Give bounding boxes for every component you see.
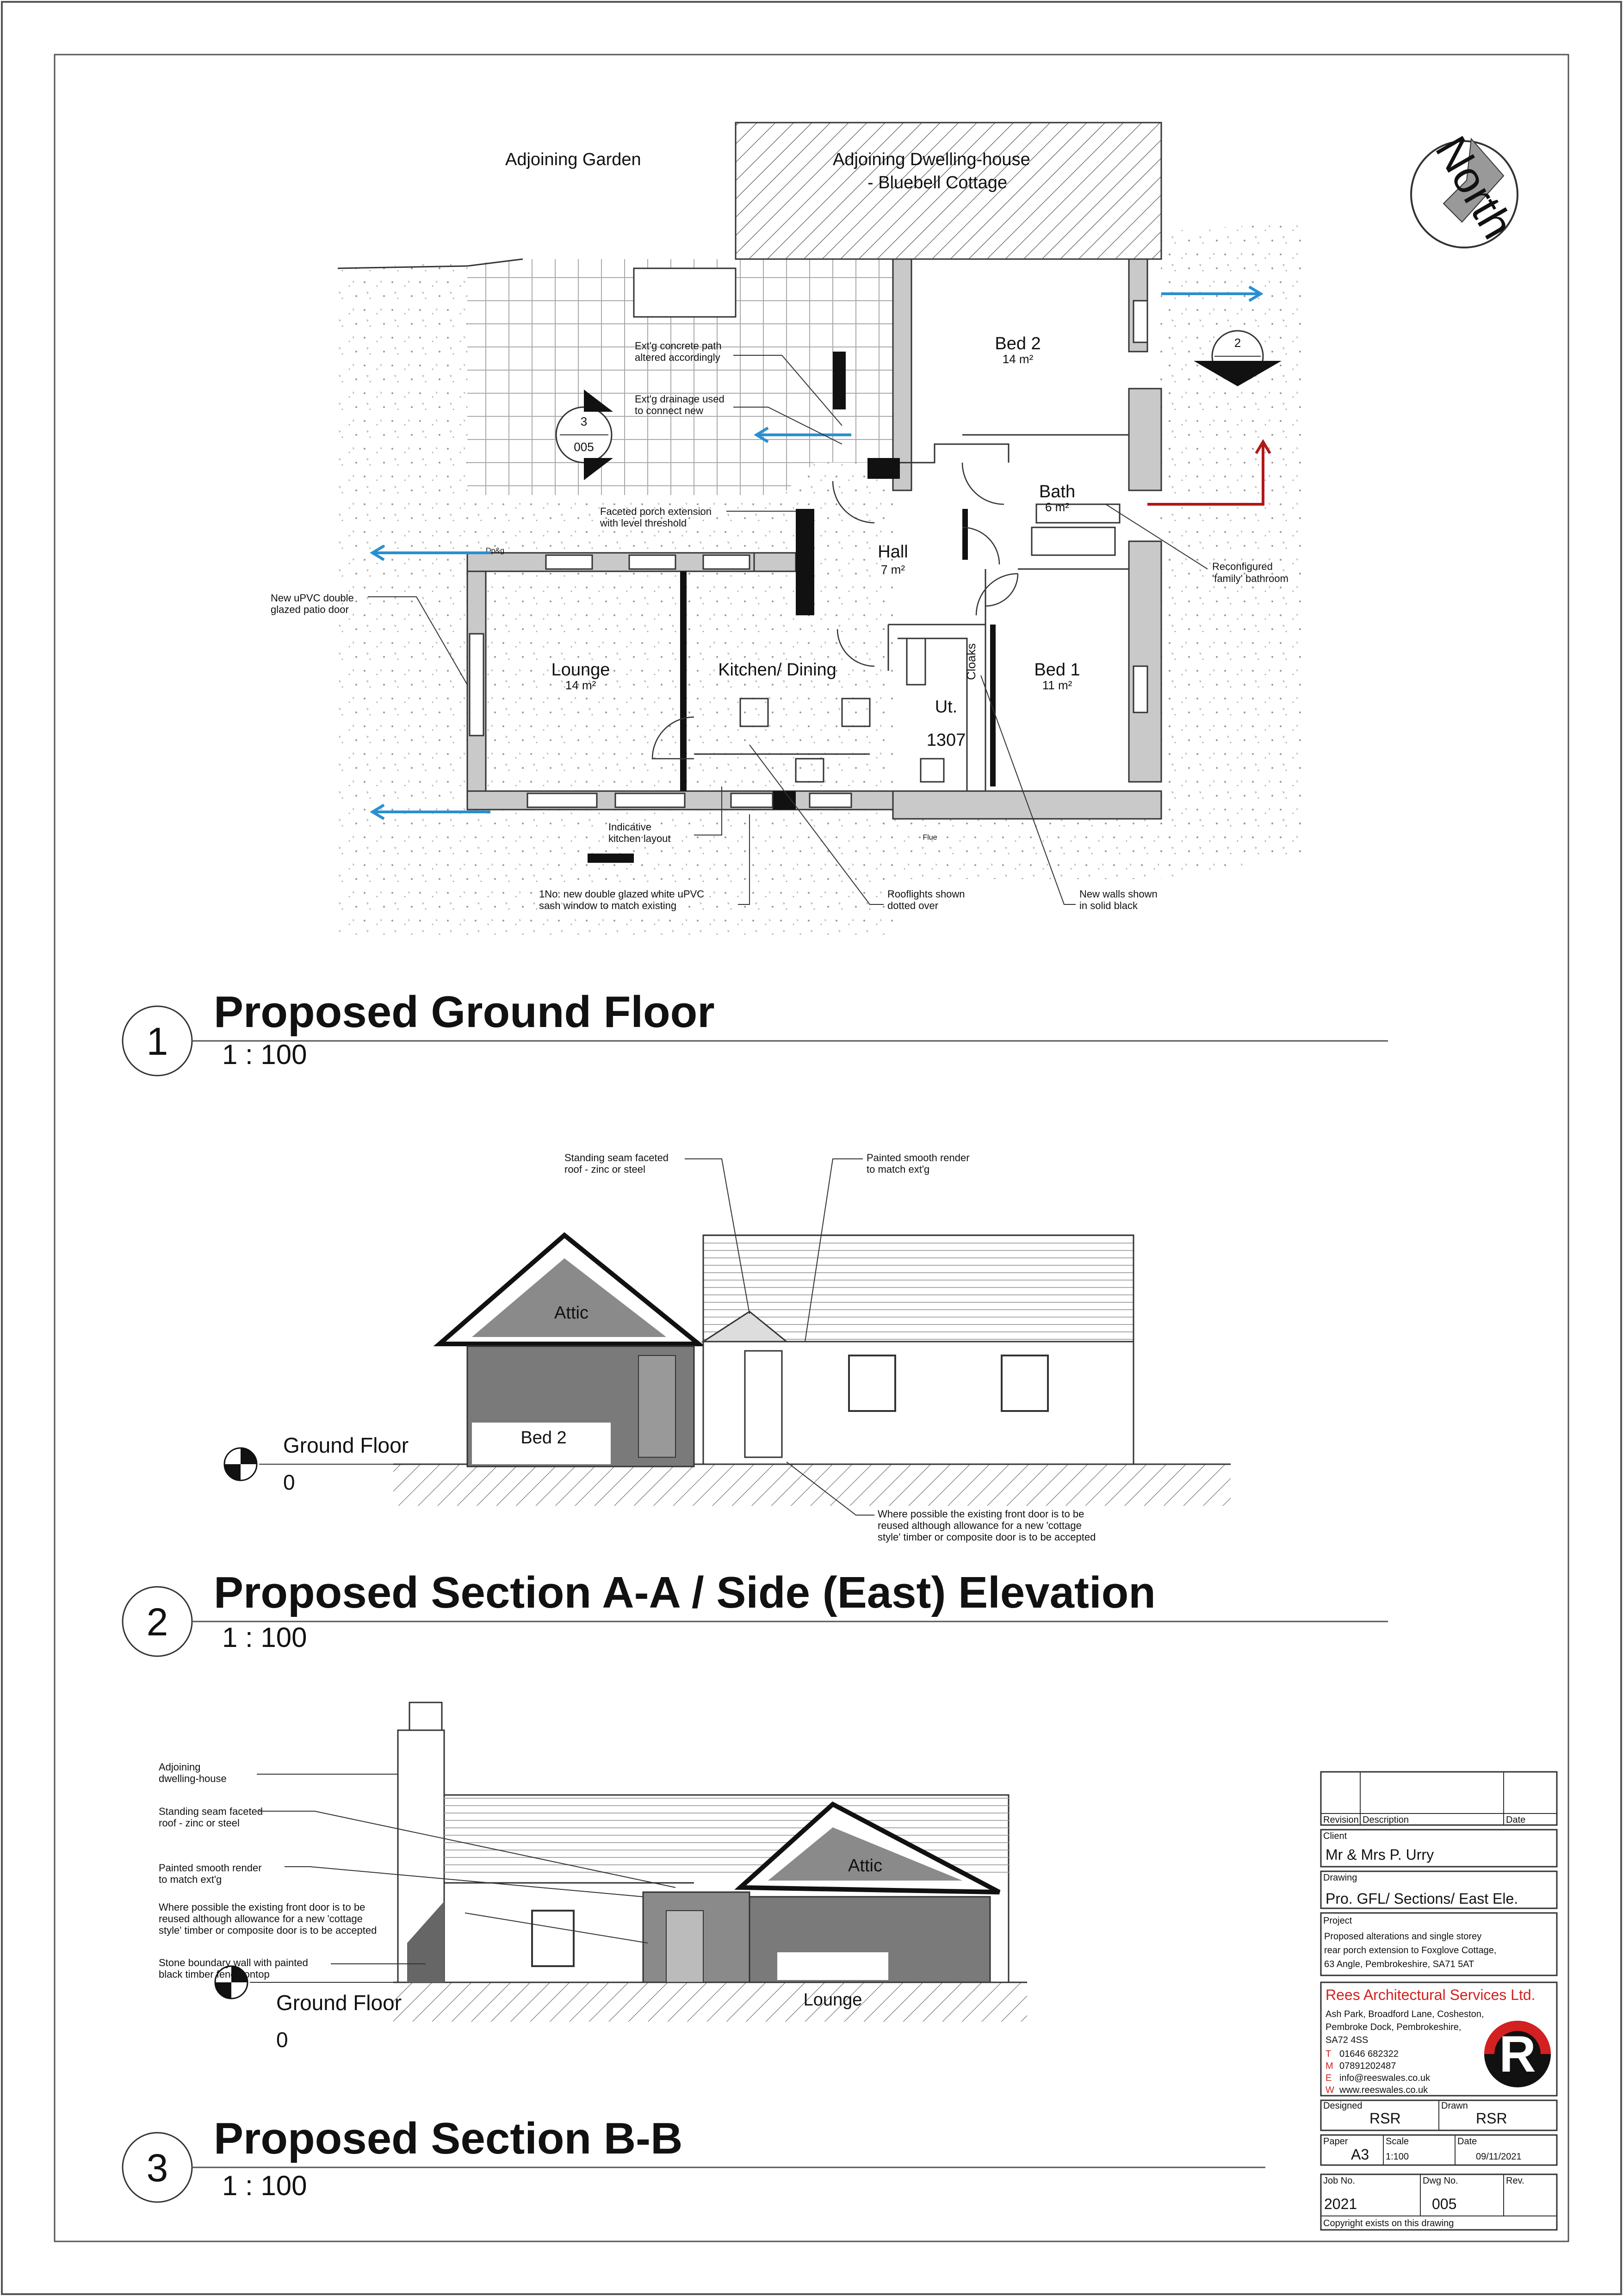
room-area-bath: 6 m² [1045,500,1069,514]
door-leaf [638,1355,675,1457]
section-2-ref: 005 [1227,364,1248,378]
tb-job-label: Job No. [1323,2176,1355,2186]
tb-contact-key-t: T [1326,2049,1332,2059]
note-path-2: altered accordingly [635,352,720,363]
tb-address-2: Pembroke Dock, Pembrokeshire, [1326,2022,1462,2032]
tb-project-1: Proposed alterations and single storey [1324,1931,1482,1942]
tb-paper: A3 [1351,2146,1369,2163]
tb-date: 09/11/2021 [1476,2152,1522,2162]
tb-contact-t: 01646 682322 [1339,2049,1399,2059]
note-porch-1: Faceted porch extension [600,506,712,517]
view-number-1: 1 [146,1020,168,1063]
note-aa-render-1: Painted smooth render [867,1152,970,1163]
room-area-bed2: 14 m² [1002,352,1034,366]
note-drain-1: Ext'g drainage used [635,393,725,405]
tb-revision-label: Revision [1323,1815,1359,1825]
tb-address-1: Ash Park, Broadford Lane, Cosheston, [1326,2009,1484,2019]
flue-label: Flue [923,834,937,842]
ground-hatch [393,1464,1231,1506]
tb-address-3: SA72 4SS [1326,2035,1369,2045]
tb-contact-key-m: M [1326,2061,1333,2071]
tb-date-label: Date [1506,1815,1526,1825]
tb-contact-key-e: E [1326,2073,1332,2083]
room-label-lounge: Lounge [551,660,610,680]
level-value-bb: 0 [276,2028,288,2052]
chimney [409,1702,442,1730]
note-rooflights-2: dotted over [887,900,939,911]
note-path-1: Ext'g concrete path [635,340,722,352]
tb-contact-key-w: W [1326,2085,1334,2095]
note-aa-door-1: Where possible the existing front door is to be [878,1508,1084,1520]
porch-door [666,1911,703,1982]
dpg-label: Dp&g [486,547,505,555]
tb-dwg: 005 [1432,2196,1457,2212]
note-newwalls-1: New walls shown [1079,888,1158,900]
note-aa-roof-1: Standing seam faceted [564,1152,669,1163]
note-bb-10: Stone boundary wall with painted [159,1957,308,1968]
view-title-text-2: Proposed Section A-A / Side (East) Elevation [214,1568,1156,1617]
window-2 [1002,1355,1048,1411]
section-aa [224,1152,1231,1543]
tb-contact-e: info@reeswales.co.uk [1339,2073,1430,2083]
note-aa-roof-2: roof - zinc or steel [564,1163,645,1175]
room-label-bb: Lounge [803,1990,862,2010]
room-area-lounge: 14 m² [565,678,596,692]
note-bb-2: dwelling-house [159,1773,227,1784]
cloaks-label: Cloaks [964,643,978,680]
adjoining-house-label-2: - Bluebell Cottage [867,173,1008,192]
ground-hatch-bb [393,1982,1027,2022]
tb-date2-label: Date [1457,2136,1477,2147]
note-aa-render-2: to match ext'g [867,1163,930,1175]
adjoining-house-label: Adjoining Dwelling-house [833,150,1030,169]
north-arrow [1411,128,1523,248]
room-label-utility: Ut. [935,697,958,717]
tb-client-label: Client [1323,1831,1347,1841]
note-drain-2: to connect new [635,405,703,416]
view-scale-1: 1 : 100 [222,1039,307,1070]
note-bb-7: Where possible the existing front door is to be [159,1901,365,1913]
note-aa-door-3: style' timber or composite door is to be accepted [878,1531,1096,1543]
view-title-text-1: Proposed Ground Floor [214,987,715,1037]
view-title-text-3: Proposed Section B-B [214,2114,683,2163]
tb-copyright: Copyright exists on this drawing [1323,2218,1454,2228]
north-label: North [1425,128,1523,247]
note-window-2: sash window to match existing [539,900,677,911]
note-kitchen-1: Indicative [608,821,651,833]
note-aa-door-2: reused although allowance for a new 'cottage [878,1520,1082,1531]
section-3-number: 3 [580,415,588,428]
tb-client: Mr & Mrs P. Urry [1326,1846,1434,1863]
room-area-bed1: 11 m² [1042,678,1072,692]
rear-window [532,1911,574,1966]
note-patio-2: glazed patio door [271,604,349,615]
room-opening-bb [777,1952,888,1980]
room-label-bed2: Bed 2 [995,334,1041,353]
note-bath-1: Reconfigured [1212,561,1273,572]
title-block-text [1323,1815,1551,2228]
tb-scale: 1:100 [1386,2152,1409,2162]
tb-description-label: Description [1363,1815,1409,1825]
logo-letter: R [1499,2026,1536,2083]
tb-rev-label: Rev. [1506,2176,1524,2186]
gravel-area-east [1157,222,1305,856]
tb-drawn-label: Drawn [1441,2101,1468,2111]
note-bb-8: reused although allowance for a new 'cottage [159,1913,363,1925]
room-label-bath: Bath [1039,482,1076,501]
section-2-number: 2 [1234,336,1241,350]
note-bb-6: to match ext'g [159,1874,222,1885]
room-label-aa: Bed 2 [520,1428,567,1448]
note-bb-1: Adjoining [159,1761,201,1773]
tb-paper-label: Paper [1323,2136,1348,2147]
section-bb [159,1702,1027,2052]
note-bb-5: Painted smooth render [159,1862,262,1874]
view-scale-2: 1 : 100 [222,1622,307,1653]
attic-label-aa: Attic [554,1303,588,1323]
view-title-2 [123,1568,1388,1656]
room-label-bed1: Bed 1 [1034,660,1080,680]
tb-project-3: 63 Angle, Pembrokeshire, SA71 5AT [1324,1959,1474,1969]
view-title-1 [123,987,1388,1076]
company-logo [1484,2021,1551,2087]
tb-drawing: Pro. GFL/ Sections/ East Ele. [1326,1890,1518,1907]
note-kitchen-2: kitchen layout [608,833,671,844]
ground-floor-plan [271,123,1305,934]
room-area-hall: 7 m² [881,563,905,576]
level-name-aa: Ground Floor [283,1433,409,1457]
note-bb-3: Standing seam faceted [159,1806,263,1817]
note-newwalls-2: in solid black [1079,900,1138,911]
tb-project-label: Project [1323,1916,1352,1926]
gravel-area-south [870,814,1305,879]
room-label-kitchen: Kitchen/ Dining [718,660,836,680]
attic-label-bb: Attic [848,1856,882,1875]
tb-contact-w: www.reeswales.co.uk [1339,2085,1428,2095]
level-name-bb: Ground Floor [276,1991,402,2015]
section-3-ref: 005 [574,440,594,454]
note-window-1: 1No. new double glazed white uPVC [539,888,705,900]
note-bb-4: roof - zinc or steel [159,1817,240,1829]
tb-contact-m: 07891202487 [1339,2061,1396,2071]
tb-job: 2021 [1324,2196,1357,2212]
note-rooflights-1: Rooflights shown [887,888,965,900]
note-bb-9: style' timber or composite door is to be accepted [159,1925,377,1936]
view-title-3 [123,2114,1265,2202]
planter [634,268,736,317]
view-number-3: 3 [146,2146,168,2190]
front-door [745,1351,782,1457]
tb-dwg-label: Dwg No. [1423,2176,1458,2186]
level-value-aa: 0 [283,1470,295,1494]
adjoining-garden-label: Adjoining Garden [505,150,641,169]
note-porch-2: with level threshold [600,517,687,529]
note-bath-2: 'family' bathroom [1212,573,1288,584]
view-scale-3: 1 : 100 [222,2170,307,2201]
note-patio-1: New uPVC double [271,592,354,604]
tb-designed: RSR [1369,2110,1401,2127]
tb-scale-label: Scale [1386,2136,1409,2147]
tb-company: Rees Architectural Services Ltd. [1326,1987,1536,2003]
tb-drawing-label: Drawing [1323,1873,1357,1883]
view-number-2: 2 [146,1600,168,1644]
tb-designed-label: Designed [1323,2101,1363,2111]
tb-drawn: RSR [1476,2110,1507,2127]
room-label-hall: Hall [878,542,908,562]
note-bb-11: black timber fence ontop [159,1968,270,1980]
window-1 [849,1355,895,1411]
tb-project-2: rear porch extension to Foxglove Cottage, [1324,1945,1497,1956]
dimension-label: 1307 [926,730,966,750]
